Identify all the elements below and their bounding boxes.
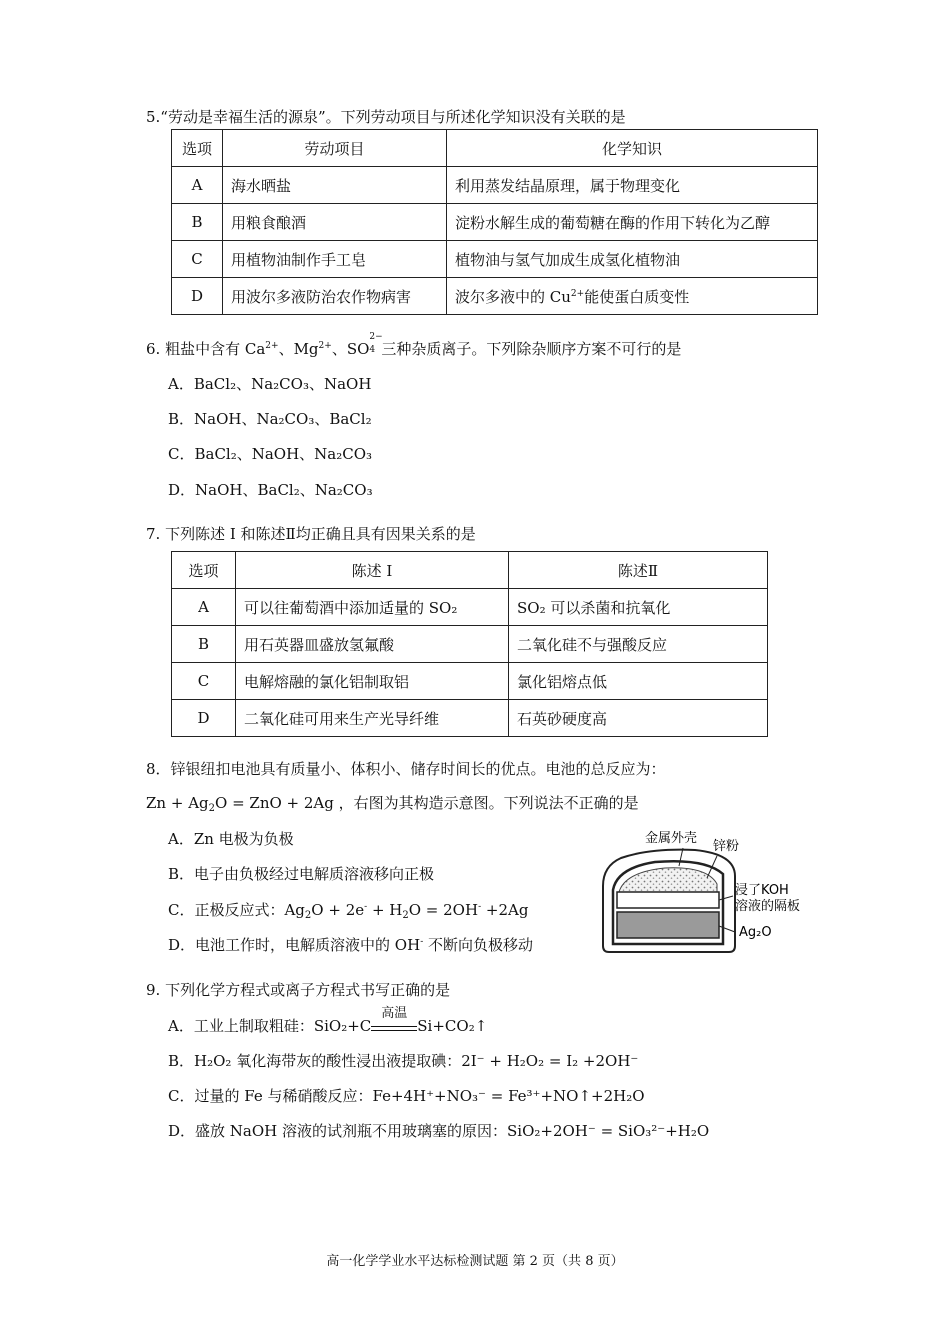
q8-c-b: O + 2e (311, 901, 365, 919)
q9-option-b[interactable]: B．H₂O₂ 氧化海带灰的酸性浸出液提取碘：2I⁻ + H₂O₂ = I₂ +2OH⁻ (168, 1052, 639, 1070)
q8-eq-sub: 2 (208, 803, 215, 814)
page-footer: 高一化学学业水平达标检测试题 第 2 页（共 8 页） (326, 1254, 624, 1269)
q7-row-b-option: B (172, 626, 236, 663)
q5-row-a-knowledge: 利用蒸发结晶原理，属于物理变化 (447, 167, 818, 204)
label-shell: 金属外壳 (645, 831, 698, 846)
q9-option-d[interactable]: D．盛放 NaOH 溶液的试剂瓶不用玻璃塞的原因：SiO₂+2OH⁻ = SiO₃²⁻+H₂O (168, 1122, 710, 1140)
q8-c-d: O = 2OH (408, 901, 479, 919)
sulfate-subscript: 4 (369, 345, 376, 355)
table-row (172, 278, 818, 315)
q6-option-b[interactable]: B．NaOH、Na₂CO₃、BaCl₂ (168, 410, 372, 428)
q6-sep1: 、Mg (278, 340, 319, 358)
button-battery-diagram (595, 826, 825, 956)
q5-row-b-option: B (172, 204, 223, 241)
q5-row-b-project: 用粮食酿酒 (223, 204, 447, 241)
table-row (172, 589, 768, 626)
q8-c-sup1: - (364, 902, 368, 912)
label-ag2o: Ag₂O (739, 925, 772, 940)
q7-table (171, 551, 768, 737)
q7-row-c-option: C (172, 663, 236, 700)
q8-c-sub2: 2 (402, 910, 409, 921)
q5-stem: 5.“劳动是幸福生活的源泉”。下列劳动项目与所述化学知识没有关联的是 (146, 108, 626, 126)
q7-header-statement-2: 陈述Ⅱ (509, 552, 768, 589)
high-temp-condition (371, 1006, 417, 1031)
silver-oxide (617, 912, 719, 938)
q5-row-d-knowledge-a: 波尔多液中的 Cu (455, 287, 571, 306)
q6-sep2: 、SO (331, 340, 370, 358)
q9-a-eq1: SiO₂+C (313, 1017, 372, 1035)
q5-row-d-option: D (172, 278, 223, 315)
q5-header-project: 劳动项目 (223, 130, 447, 167)
q7-row-a-option: A (172, 589, 236, 626)
q7-row-a-s2: SO₂ 可以杀菌和抗氧化 (509, 589, 768, 626)
q6-option-a[interactable]: A．BaCl₂、Na₂CO₃、NaOH (168, 375, 372, 393)
q6-stem-b: 三种杂质离子。下列除杂顺序方案不可行的是 (381, 340, 682, 358)
q8-c-c: + H (367, 901, 403, 919)
q7-row-d-s2: 石英砂硬度高 (509, 700, 768, 737)
q9-a-cond: 高温 (381, 1006, 408, 1021)
q8-option-d[interactable] (168, 934, 533, 955)
table-row (172, 167, 818, 204)
q5-table (171, 129, 818, 315)
q9-option-a[interactable] (168, 1006, 488, 1036)
q5-row-c-knowledge: 植物油与氢气加成生成氢化植物油 (447, 241, 818, 278)
q5-row-c-project: 用植物油制作手工皂 (223, 241, 447, 278)
q5-row-b-knowledge: 淀粉水解生成的葡萄糖在酶的作用下转化为乙醇 (447, 204, 818, 241)
q8-option-c[interactable] (168, 899, 528, 921)
q9-stem: 9. 下列化学方程式或离子方程式书写正确的是 (146, 981, 451, 999)
q8-option-b[interactable]: B．电子由负极经过电解质溶液移向正极 (168, 865, 435, 883)
table-row (172, 626, 768, 663)
label-separator-2: 溶液的隔板 (735, 899, 801, 914)
separator (617, 892, 719, 908)
q7-row-d-s1: 二氧化硅可用来生产光导纤维 (236, 700, 509, 737)
q7-row-d-option: D (172, 700, 236, 737)
q5-header-option: 选项 (172, 130, 223, 167)
q5-header-knowledge: 化学知识 (447, 130, 818, 167)
table-row (172, 241, 818, 278)
table-row (172, 663, 768, 700)
sulfate-charge: 2− (369, 332, 383, 342)
q8-d-a: D．电池工作时，电解质溶液中的 OH (168, 936, 421, 954)
q5-row-a-project: 海水晒盐 (223, 167, 447, 204)
q8-eq-a: Zn + Ag (146, 794, 209, 812)
q8-c-sup2: - (478, 902, 482, 912)
q8-c-a: C．正极反应式：Ag (168, 901, 305, 919)
q8-option-a[interactable]: A．Zn 电极为负极 (168, 830, 294, 848)
q7-row-b-s1: 用石英器皿盛放氢氟酸 (236, 626, 509, 663)
q7-row-c-s2: 氯化铝熔点低 (509, 663, 768, 700)
q8-c-e: +2Ag (481, 901, 529, 919)
q8-eq-b: O = ZnO + 2Ag ，右图为其构造示意图。下列说法不正确的是 (215, 794, 639, 812)
q8-c-sub: 2 (304, 910, 312, 921)
table-row (172, 552, 768, 589)
table-row (172, 204, 818, 241)
cu-charge: 2+ (570, 288, 585, 299)
q6-option-c[interactable]: C．BaCl₂、NaOH、Na₂CO₃ (168, 445, 373, 463)
q9-option-c[interactable]: C．过量的 Fe 与稀硝酸反应：Fe+4H⁺+NO₃⁻ = Fe³⁺+NO↑+2H₂O (168, 1087, 645, 1105)
table-row (172, 700, 768, 737)
q5-row-d-knowledge (447, 278, 818, 315)
q8-d-sup: - (420, 937, 424, 947)
table-row (172, 130, 818, 167)
q9-a-label: A．工业上制取粗硅： (168, 1017, 314, 1035)
double-equals-sign (371, 1026, 417, 1031)
q7-row-c-s1: 电解熔融的氯化铝制取铝 (236, 663, 509, 700)
q6-stem (146, 332, 682, 359)
ca-charge: 2+ (265, 341, 279, 351)
q9-a-eq2: Si+CO₂↑ (417, 1017, 488, 1035)
q8-stem: 8．锌银纽扣电池具有质量小、体积小、储存时间长的优点。电池的总反应为： (146, 760, 666, 778)
q5-row-d-project: 用波尔多液防治农作物病害 (223, 278, 447, 315)
q5-row-d-knowledge-b: 能使蛋白质变性 (584, 287, 690, 306)
q7-row-b-s2: 二氧化硅不与强酸反应 (509, 626, 768, 663)
q8-equation (146, 792, 639, 814)
mg-charge: 2+ (318, 341, 332, 351)
q6-stem-a: 6. 粗盐中含有 Ca (146, 340, 266, 358)
q7-header-option: 选项 (172, 552, 236, 589)
q5-row-a-option: A (172, 167, 223, 204)
label-zinc: 锌粉 (713, 839, 740, 854)
q8-d-b: 不断向负极移动 (423, 936, 534, 954)
sulfate-ion-scripts (369, 332, 383, 355)
label-separator-1: 浸了KOH (735, 883, 789, 898)
q7-stem: 7. 下列陈述 I 和陈述Ⅱ均正确且具有因果关系的是 (146, 525, 476, 543)
q7-row-a-s1: 可以往葡萄酒中添加适量的 SO₂ (236, 589, 509, 626)
q5-row-c-option: C (172, 241, 223, 278)
q7-header-statement-1: 陈述 I (236, 552, 509, 589)
q6-option-d[interactable]: D．NaOH、BaCl₂、Na₂CO₃ (168, 481, 373, 499)
